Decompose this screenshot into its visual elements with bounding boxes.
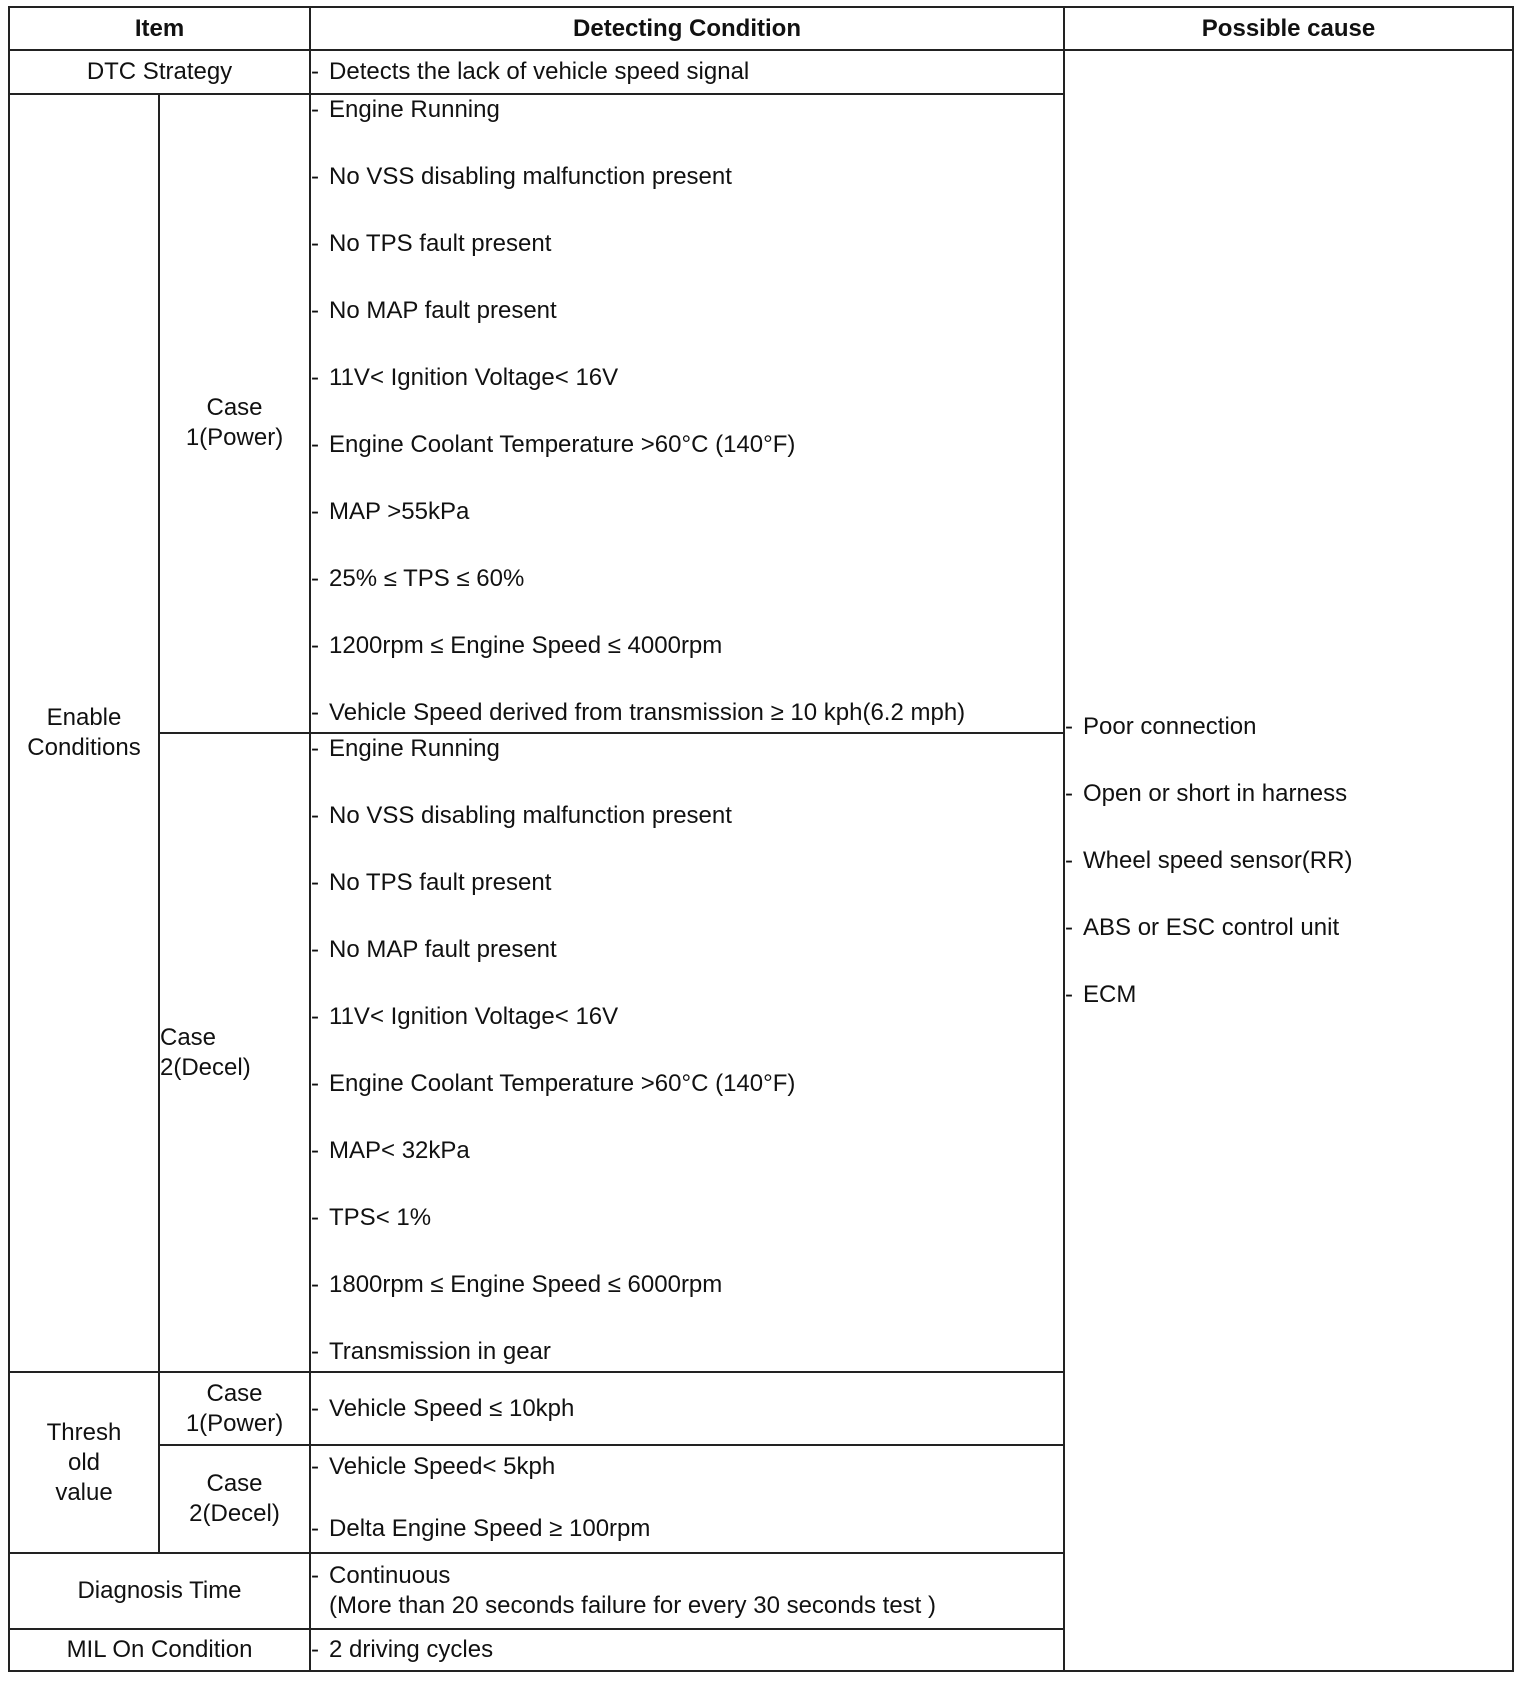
threshold-case2-conditions — [310, 1445, 1064, 1553]
condition-line: - Vehicle Speed derived from transmission ≥ 10 kph(6.2 mph) — [311, 699, 966, 726]
threshold-case2-label: Case 2(Decel) — [159, 1445, 310, 1553]
threshold-case1-conditions — [310, 1372, 1064, 1445]
threshold-case1-label: Case 1(Power) — [159, 1372, 310, 1445]
condition-line: - No MAP fault present — [311, 297, 557, 324]
dtc-strategy-label: DTC Strategy — [9, 50, 310, 94]
condition-line: - Continuous — [311, 1562, 451, 1589]
mil-on-condition-label: MIL On Condition — [9, 1629, 310, 1671]
condition-line: - Transmission in gear — [311, 1338, 551, 1365]
header-detecting-condition: Detecting Condition — [310, 7, 1064, 50]
enable-case2-label: Case 2(Decel) — [159, 733, 310, 1372]
condition-line: - Delta Engine Speed ≥ 100rpm — [311, 1515, 651, 1542]
enable-conditions-label: Enable Conditions — [9, 94, 159, 1372]
condition-line: - No TPS fault present — [311, 230, 552, 257]
diagnosis-time-condition — [310, 1553, 1064, 1629]
condition-line: - 11V< Ignition Voltage< 16V — [311, 1003, 619, 1030]
condition-line: - Engine Running — [311, 735, 500, 762]
diagnosis-time-label: Diagnosis Time — [9, 1553, 310, 1629]
cause-item: - Poor connection — [1065, 712, 1257, 740]
dtc-strategy-condition — [310, 50, 1064, 94]
condition-line: - Vehicle Speed< 5kph — [311, 1453, 556, 1480]
header-item: Item — [9, 7, 310, 50]
condition-line: - 1200rpm ≤ Engine Speed ≤ 4000rpm — [311, 632, 723, 659]
condition-line: - No MAP fault present — [311, 936, 557, 963]
condition-line: - 11V< Ignition Voltage< 16V — [311, 364, 619, 391]
threshold-value-label: Thresh old value — [9, 1372, 159, 1553]
condition-line: - 25% ≤ TPS ≤ 60% — [311, 565, 525, 592]
condition-line: - Detects the lack of vehicle speed signal — [311, 58, 750, 85]
enable-case2-conditions — [310, 733, 1064, 1372]
condition-subline: (More than 20 seconds failure for every 30 seconds test ) — [329, 1592, 936, 1619]
condition-line: - 1800rpm ≤ Engine Speed ≤ 6000rpm — [311, 1271, 723, 1298]
row-dtc-strategy — [9, 50, 1513, 94]
condition-line: - Engine Coolant Temperature >60°C (140°F) — [311, 1070, 796, 1097]
condition-line: - MAP< 32kPa — [311, 1137, 470, 1164]
cause-item: - ECM — [1065, 980, 1137, 1008]
condition-line: - Engine Running — [311, 96, 500, 123]
cause-item: - Wheel speed sensor(RR) — [1065, 846, 1353, 874]
possible-causes-list — [1065, 712, 1512, 1010]
mil-on-condition-value — [310, 1629, 1064, 1671]
condition-line: - Engine Coolant Temperature >60°C (140°F) — [311, 431, 796, 458]
possible-causes-cell — [1064, 50, 1513, 1671]
enable-case1-conditions — [310, 94, 1064, 733]
header-row — [9, 7, 1513, 50]
condition-line: - No VSS disabling malfunction present — [311, 802, 732, 829]
condition-line: - MAP >55kPa — [311, 498, 470, 525]
condition-line: - No TPS fault present — [311, 869, 552, 896]
condition-line: - No VSS disabling malfunction present — [311, 163, 732, 190]
enable-case1-label: Case 1(Power) — [159, 94, 310, 733]
cause-item: - Open or short in harness — [1065, 779, 1348, 807]
condition-line: - Vehicle Speed ≤ 10kph — [311, 1394, 575, 1422]
condition-line: - TPS< 1% — [311, 1204, 432, 1231]
header-possible-cause: Possible cause — [1064, 7, 1513, 50]
cause-item: - ABS or ESC control unit — [1065, 913, 1340, 941]
dtc-table — [8, 6, 1514, 1672]
condition-line: - 2 driving cycles — [311, 1636, 494, 1663]
